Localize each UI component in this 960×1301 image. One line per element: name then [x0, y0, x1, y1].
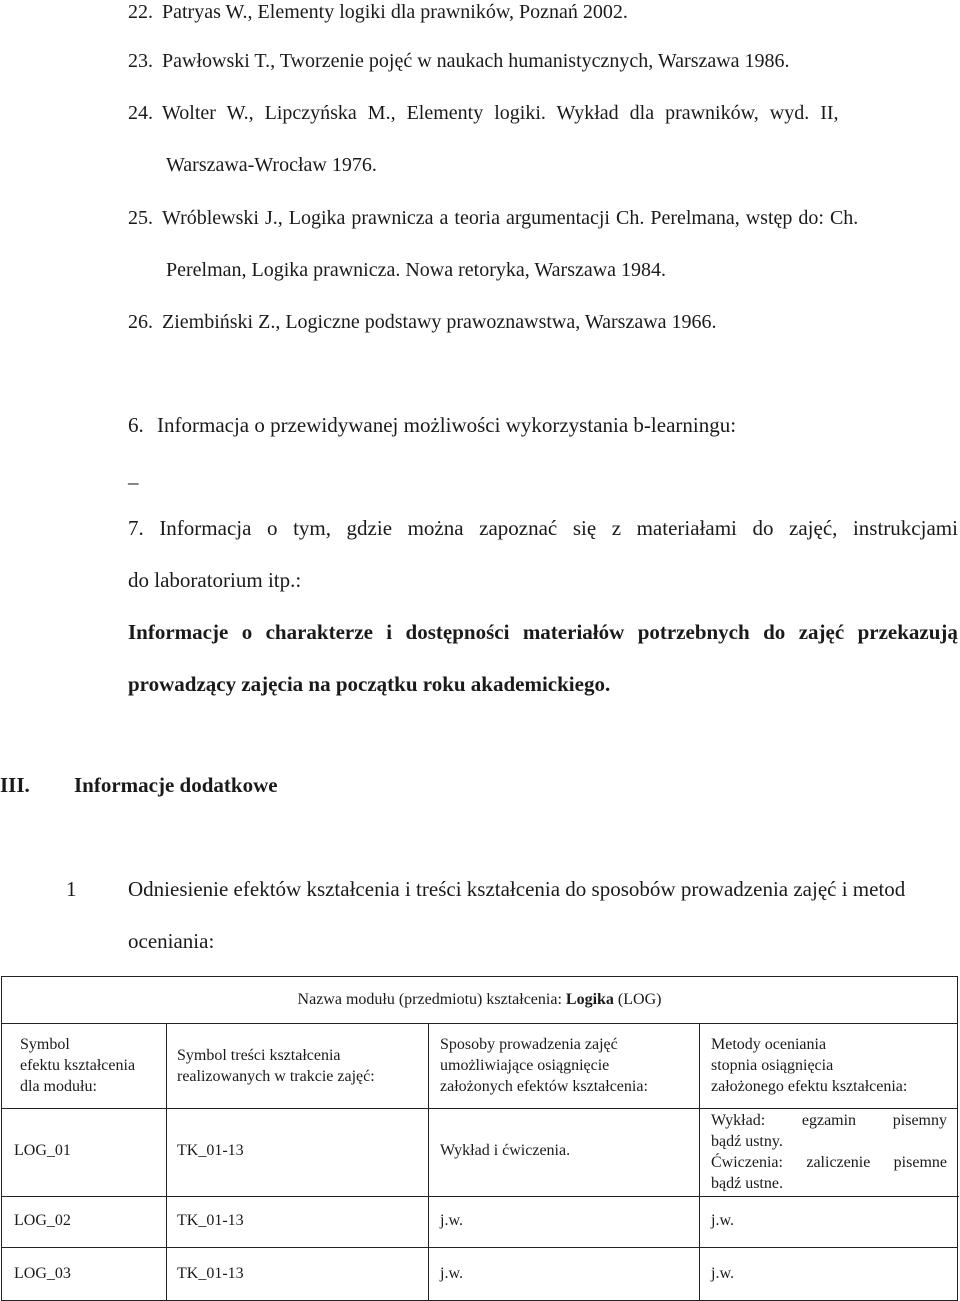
table-cell-methods: Wykład i ćwiczenia.: [440, 1142, 571, 1159]
title-word: instrukcjami: [852, 516, 958, 540]
column-divider: [699, 1023, 700, 1300]
reference-text: Pawłowski T., Tworzenie pojęć w naukach humanistycznych, Warszawa 1986.: [162, 50, 790, 72]
assessment-word: Wykład:: [711, 1112, 766, 1129]
item-1-number: 1: [66, 877, 77, 901]
reference-continuation: Warszawa-Wrocław 1976.: [166, 154, 377, 176]
item-1-text: Odniesienie efektów kształcenia i treści kształcenia do sposobów prowadzenia zajęć i metod: [128, 877, 906, 901]
table-header-symbol: [20, 1034, 135, 1097]
assessment-word: zaliczenie: [806, 1154, 871, 1171]
header-line: Symbol: [20, 1036, 70, 1053]
reference-number: 25.: [128, 207, 153, 229]
caption-module-name: Logika: [565, 991, 614, 1008]
section-7-title-line: [128, 515, 958, 541]
section-7-info-continuation: prowadzący zajęcia na początku roku akademickiego.: [128, 672, 611, 696]
title-word: tym,: [293, 516, 331, 540]
assessment-word: egzamin: [801, 1112, 857, 1129]
assessment-line: bądź ustne.: [711, 1175, 783, 1192]
reference-text: Wróblewski J., Logika prawnicza a teoria argumentacji Ch. Perelmana, wstęp do: Ch.: [162, 207, 859, 229]
header-line: dla modułu:: [20, 1078, 97, 1095]
table-cell-assessment: [711, 1110, 947, 1194]
header-line: Symbol treści kształcenia: [177, 1047, 341, 1064]
table-cell-content: TK_01-13: [177, 1265, 244, 1282]
section-number: 7.: [128, 516, 144, 540]
title-word: o: [267, 516, 278, 540]
table-header-methods: [440, 1034, 648, 1097]
header-line: realizowanych w trakcie zajęć:: [177, 1068, 375, 1085]
table-cell-content: TK_01-13: [177, 1212, 244, 1229]
title-word: zapoznać: [479, 516, 558, 540]
table-caption: [2, 989, 957, 1010]
table-cell-symbol: LOG_02: [14, 1212, 71, 1229]
section-7-title-continuation: do laboratorium itp.:: [128, 568, 302, 592]
info-word: dostępności: [405, 620, 510, 644]
section-6-heading: [128, 412, 736, 438]
title-word: się: [572, 516, 597, 540]
column-divider: [166, 1023, 167, 1300]
table-header-content: [177, 1045, 375, 1087]
table-row-divider: [2, 1196, 959, 1197]
section-7-heading: [128, 515, 958, 541]
header-line: stopnia osiągnięcia: [711, 1057, 834, 1074]
header-line: umożliwiające osiągnięcie: [440, 1057, 610, 1074]
table-cell-methods: j.w.: [440, 1212, 463, 1229]
assessment-line: [711, 1152, 947, 1173]
table-cell-assessment: j.w.: [711, 1265, 734, 1282]
reference-item: [128, 206, 858, 230]
header-line: Sposoby prowadzenia zajęć: [440, 1036, 618, 1053]
section-title: Informacja o przewidywanej możliwości wykorzystania b-learningu:: [157, 413, 737, 437]
table-cell-symbol: LOG_03: [14, 1265, 71, 1282]
item-1-continuation: oceniania:: [128, 929, 215, 953]
title-word: materiałami: [636, 516, 737, 540]
header-line: założonego efektu kształcenia:: [711, 1078, 908, 1095]
section-7-info-line: [128, 619, 958, 645]
info-word: Informacje: [128, 620, 229, 644]
reference-item: [128, 49, 790, 73]
info-word: i: [386, 620, 393, 644]
table-divider: [2, 1108, 957, 1109]
info-word: potrzebnych: [637, 620, 750, 644]
section-number: 6.: [128, 413, 144, 437]
reference-text: Patryas W., Elementy logiki dla prawników, Poznań 2002.: [162, 1, 628, 23]
title-word: z: [611, 516, 622, 540]
info-word: do: [763, 620, 786, 644]
info-word: przekazują: [857, 620, 958, 644]
header-line: Metody oceniania: [711, 1036, 827, 1053]
assessment-line: [711, 1110, 947, 1131]
caption-module-code: (LOG): [617, 991, 662, 1008]
reference-text: Wolter W., Lipczyńska M., Elementy logiki. Wykład dla prawników, wyd. II,: [162, 102, 839, 124]
reference-continuation: Perelman, Logika prawnicza. Nowa retoryka, Warszawa 1984.: [166, 259, 667, 281]
title-word: do: [752, 516, 774, 540]
table-header-assessment: [711, 1034, 907, 1097]
reference-item: [128, 101, 958, 125]
title-word: gdzie: [346, 516, 393, 540]
title-word: można: [407, 516, 464, 540]
header-line: założonych efektów kształcenia:: [440, 1078, 648, 1095]
reference-item: [128, 0, 628, 24]
table-cell-methods: j.w.: [440, 1265, 463, 1282]
assessment-word: Ćwiczenia:: [711, 1154, 783, 1171]
reference-number: 23.: [128, 50, 153, 72]
info-word: charakterze: [265, 620, 373, 644]
section-3-title: Informacje dodatkowe: [74, 773, 278, 797]
caption-prefix: Nazwa modułu (przedmiotu) kształcenia:: [297, 991, 566, 1008]
section-3-number: III.: [0, 773, 30, 797]
table-cell-assessment: j.w.: [711, 1212, 734, 1229]
info-word: materiałów: [522, 620, 625, 644]
info-word: zajęć: [798, 620, 845, 644]
reference-number: 26.: [128, 311, 153, 333]
info-word: o: [241, 620, 253, 644]
assessment-line: bądź ustny.: [711, 1133, 783, 1150]
section-6-value: _: [128, 463, 139, 487]
title-word: zajęć,: [789, 516, 838, 540]
reference-number: 24.: [128, 102, 153, 124]
table-cell-content: TK_01-13: [177, 1142, 244, 1159]
table-divider: [2, 1023, 957, 1024]
reference-text: Ziembiński Z., Logiczne podstawy prawoznawstwa, Warszawa 1966.: [162, 311, 717, 333]
assessment-word: pisemne: [893, 1154, 947, 1171]
header-line: efektu kształcenia: [20, 1057, 136, 1074]
title-word: Informacja: [159, 516, 252, 540]
reference-item: [128, 310, 717, 334]
column-divider: [428, 1023, 429, 1300]
table-row-divider: [2, 1247, 957, 1248]
reference-number: 22.: [128, 1, 153, 23]
module-table: [1, 976, 958, 1301]
section-7-info: [128, 619, 958, 645]
table-cell-symbol: LOG_01: [14, 1142, 71, 1159]
assessment-word: pisemny: [892, 1112, 947, 1129]
